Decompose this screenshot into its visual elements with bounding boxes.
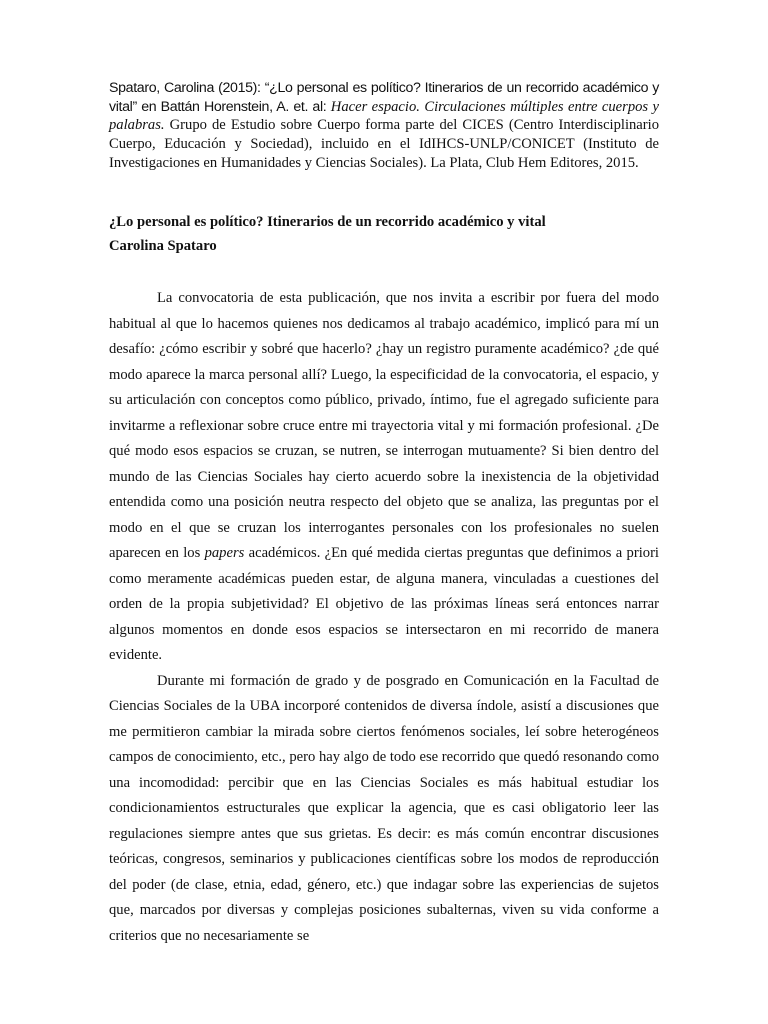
citation-book-title: Hacer espacio. Circulaciones múltiples entre cuerpos y palabras. bbox=[109, 98, 659, 134]
paragraph-1-text-end: académicos. ¿En qué medida ciertas preguntas que definimos a priori como meramente académicas pueden estar, de alguna manera, vinculadas a cuestiones del orden de la propia subjetividad? El objetivo de las próximas líneas será entonces narrar algunos momentos en donde esos espacios se intersectaron en mi recorrido de manera evidente. bbox=[109, 545, 659, 663]
article-title: ¿Lo personal es político? Itinerarios de un recorrido académico y vital bbox=[109, 214, 546, 230]
paragraph-1-text: La convocatoria de esta publicación, que nos invita a escribir por fuera del modo habitual al que lo hacemos quienes nos dedicamos al trabajo académico, implicó para mí un desafío: ¿cómo escribir y sobré que hacerlo? ¿hay un registro puramente académico? ¿de qué modo aparece la marca personal allí? Luego, la especificidad de la convocatoria, el espacio, y su articulación con conceptos como público, privado, íntimo, fue el agregado suficiente para invitarme a reflexionar sobre cruce entre mi trayectoria vital y mi formación profesional. ¿De qué modo esos espacios se cruzan, se nutren, se interrogan mutuamente? Si bien dentro del mundo de las Ciencias Sociales hay cierto acuerdo sobre la inexistencia de la objetividad entendida como una posición neutra respecto del objeto que se analiza, las preguntas por el modo en el que se cruzan los interrogantes personales con los profesionales no suelen aparecen en los bbox=[109, 290, 659, 561]
paragraph-1-italic: papers bbox=[204, 545, 245, 561]
article-author: Carolina Spataro bbox=[109, 238, 217, 254]
paragraph-2: Durante mi formación de grado y de posgrado en Comunicación en la Facultad de Ciencias Sociales de la UBA incorporé contenidos de diversa índole, asistí a discusiones que me permitieron cambiar la mirada sobre ciertos fenómenos sociales, leí sobre heterogéneos campos de conocimiento, etc., pero hay algo de todo ese recorrido que quedó resonando como una incomodidad: percibir que en las Ciencias Sociales es más habitual estudiar los condicionamientos estructurales que explicar la agencia, que es casi obligatorio leer las regulaciones siempre antes que sus grietas. Es decir: es más común encontrar discusiones teóricas, congresos, seminarios y publicaciones científicas sobre los modos de reproducción del poder (de clase, etnia, edad, género, etc.) que indagar sobre las experiencias de sujetos que, marcados por diversas y complejas posiciones subalternas, viven su vida conforme a criterios que no necesariamente se bbox=[109, 672, 659, 944]
citation-block bbox=[109, 79, 659, 173]
paragraph-1 bbox=[109, 286, 659, 669]
article-body bbox=[109, 286, 659, 949]
citation-rest: Grupo de Estudio sobre Cuerpo forma parte del CICES (Centro Interdisciplinario Cuerpo, Educación y Sociedad), incluido en el IdIHCS-UNLP/CONICET (Instituto de Investigaciones en Humanidades y Ciencias Sociales). La Plata, Club Hem Editores, 2015. bbox=[109, 117, 659, 171]
citation-lead: Spataro, Carolina (2015): “¿Lo personal es político? Itinerarios de un recorrido académico y vital” en Battán Horenstein, A. et. al: bbox=[109, 80, 659, 115]
